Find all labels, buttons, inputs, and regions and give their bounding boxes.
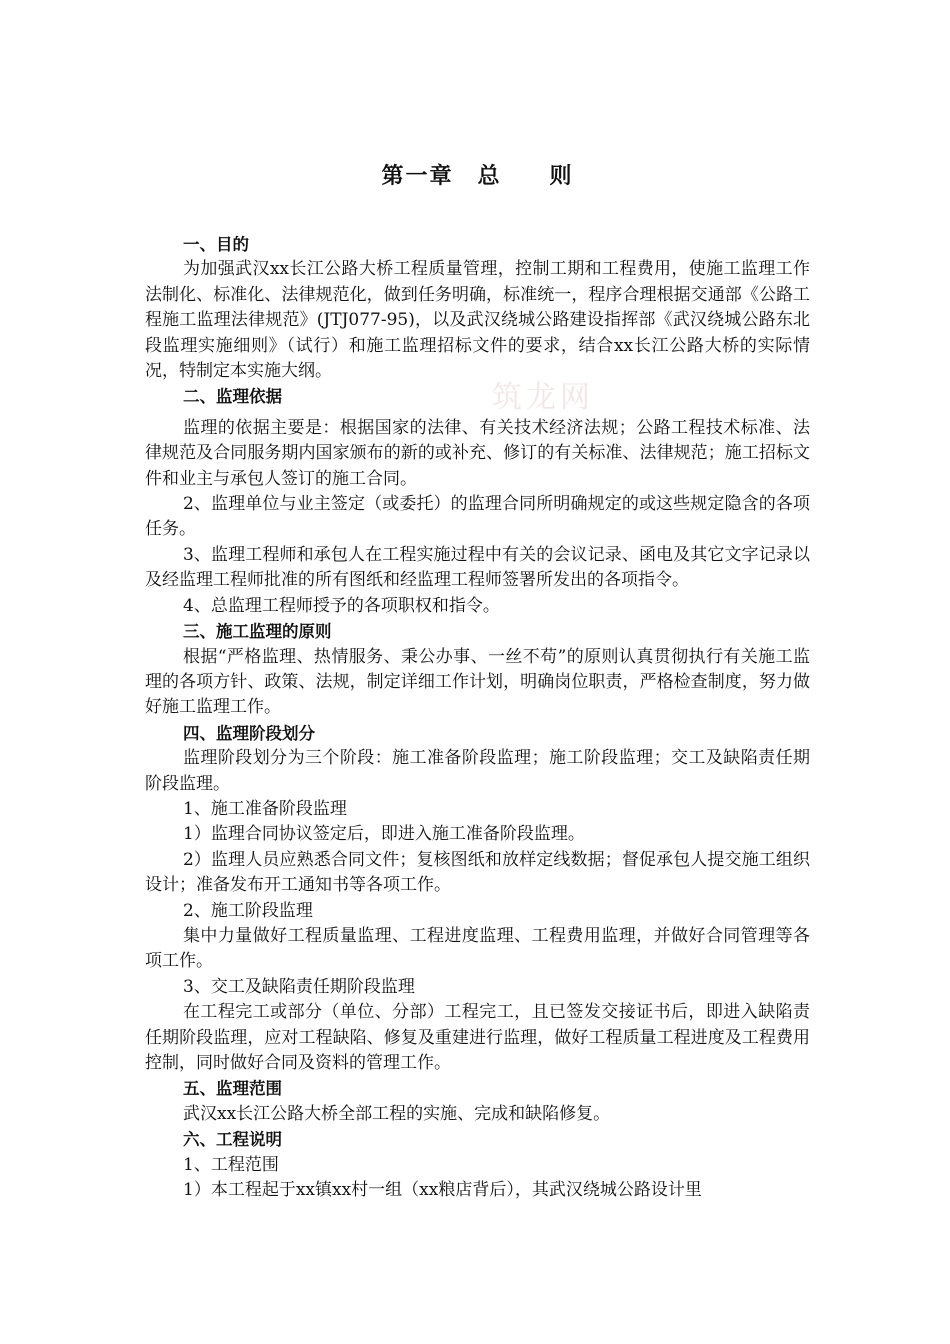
paragraph: 武汉xx长江公路大桥全部工程的实施、完成和缺陷修复。: [183, 1103, 611, 1124]
paragraph: 监理的依据主要是：根据国家的法律、有关技术经济法规；公路工程技术标准、法律规范及合同服务期内国家颁布的新的或补充、修订的有关标准、法律规范；施工招标文件和业主与承包人签订的施工合同。: [145, 417, 810, 489]
paragraph: 根据“严格监理、热情服务、秉公办事、一丝不苟”的原则认真贯彻执行有关施工监理的各项方针、政策、法规，制定详细工作计划，明确岗位职责，严格检查制度，努力做好施工监理工作。: [145, 646, 810, 718]
section-heading: 二、监理依据: [183, 387, 282, 407]
paragraph: 1）本工程起于xx镇xx村一组（xx粮店背后），其武汉绕城公路设计里: [183, 1180, 702, 1201]
paragraph: 1、工程范围: [183, 1154, 279, 1175]
paragraph: 集中力量做好工程质量监理、工程进度监理、工程费用监理，并做好合同管理等各项工作。: [145, 925, 810, 972]
paragraph: 3、交工及缺陷责任期阶段监理: [183, 976, 415, 997]
paragraph: 1、施工准备阶段监理: [183, 798, 347, 819]
watermark: 筑龙网: [492, 380, 594, 415]
paragraph: 监理阶段划分为三个阶段：施工准备阶段监理；施工阶段监理；交工及缺陷责任期阶段监理。: [145, 748, 810, 794]
section-heading: 三、施工监理的原则: [183, 622, 332, 642]
paragraph: 2、监理单位与业主签定（或委托）的监理合同所明确规定的或这些规定隐含的各项任务。: [145, 494, 810, 540]
document-body: [145, 150, 810, 1203]
paragraph: 3、监理工程师和承包人在工程实施过程中有关的会议记录、函电及其它文字记录以及经监理工程师批准的所有图纸和经监理工程师签署所发出的各项指令。: [145, 544, 810, 591]
section-heading: 一、目的: [183, 235, 249, 254]
chapter-title: 第一章 总 则: [381, 164, 574, 189]
section-heading: 六、工程说明: [183, 1130, 282, 1150]
paragraph: 2）监理人员应熟悉合同文件；复核图纸和放样定线数据；督促承包人提交施工组织设计；准备发布开工通知书等各项工作。: [145, 849, 810, 896]
paragraph: 在工程完工或部分（单位、分部）工程完工，且已签发交接证书后，即进入缺陷责任期阶段监理，应对工程缺陷、修复及重建进行监理，做好工程质量工程进度及工程费用控制，同时做好合同及资料的管理工作。: [145, 1002, 810, 1073]
section-heading: 五、监理范围: [183, 1079, 282, 1099]
paragraph: 2、施工阶段监理: [183, 900, 313, 921]
paragraph: 为加强武汉xx长江公路大桥工程质量管理，控制工期和工程费用，使施工监理工作法制化、标准化、法律规范化，做到任务明确，标准统一，程序合理根据交通部《公路工程施工监理法律规范》(JTJ077-95)，以及武汉绕城公路建设指挥部《武汉绕城公路东北段监理实施细则》（试行）和施工监理招标文件的要求，结合xx长江公路大桥的实际情况，特制定本实施大纲。: [145, 259, 810, 382]
paragraph: 4、总监理工程师授予的各项职权和指令。: [183, 595, 500, 616]
section-heading: 四、监理阶段划分: [183, 723, 315, 743]
paragraph: 1）监理合同协议签定后，即进入施工准备阶段监理。: [183, 824, 585, 845]
